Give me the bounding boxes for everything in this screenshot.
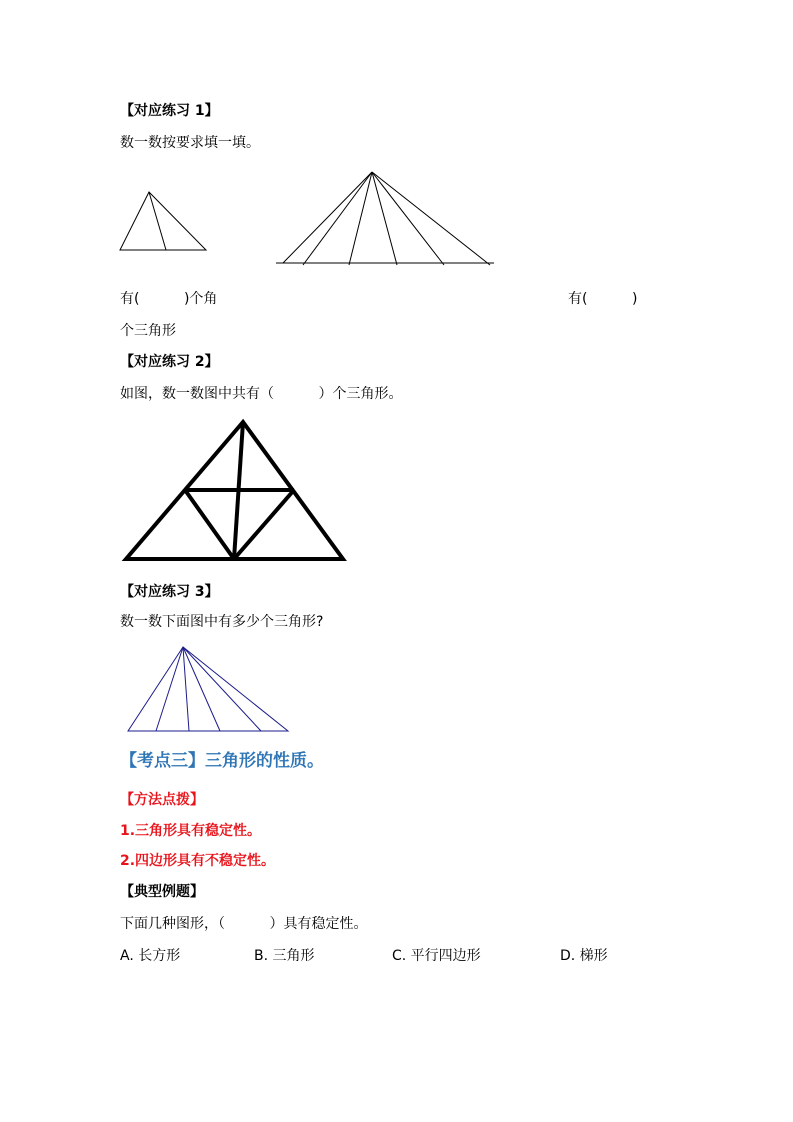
example-question: 下面几种图形，（ ）具有稳定性。 <box>120 916 368 932</box>
method-item-2: 2.四边形具有不稳定性。 <box>120 853 276 869</box>
practice3-heading: 【对应练习 3】 <box>120 584 219 600</box>
example-heading: 【典型例题】 <box>120 884 204 900</box>
practice1-left-fill: 有( )个角 <box>120 291 218 307</box>
practice1-right-fill: 有( ) <box>568 291 638 307</box>
practice1-instruction: 数一数按要求填一填。 <box>120 135 260 151</box>
point3-heading: 【考点三】三角形的性质。 <box>120 751 324 771</box>
option-b: B. 三角形 <box>254 948 315 964</box>
practice2-heading: 【对应练习 2】 <box>120 354 219 370</box>
practice1-continuation: 个三角形 <box>120 323 176 339</box>
method-heading: 【方法点拨】 <box>120 792 204 808</box>
practice2-question: 如图，数一数图中共有（ ）个三角形。 <box>120 386 403 402</box>
option-a: A. 长方形 <box>120 948 181 964</box>
option-c: C. 平行四边形 <box>392 948 481 964</box>
option-d: D. 梯形 <box>560 948 608 964</box>
method-item-1: 1.三角形具有稳定性。 <box>120 823 262 839</box>
practice1-heading: 【对应练习 1】 <box>120 103 219 119</box>
practice3-question: 数一数下面图中有多少个三角形? <box>120 614 324 630</box>
